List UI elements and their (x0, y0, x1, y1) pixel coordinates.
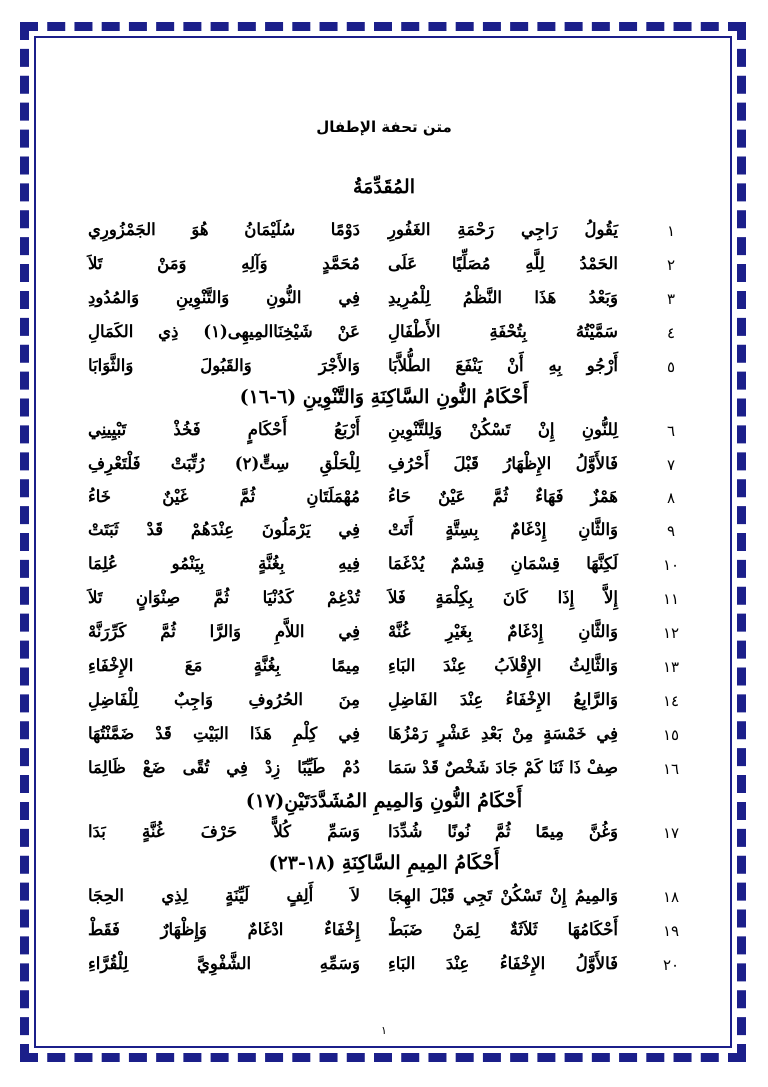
verse-number: ١٥ (662, 726, 680, 744)
verse-row (40, 884, 728, 916)
verse-number: ٩ (666, 522, 676, 540)
verse-row (40, 485, 728, 517)
verse-row (40, 688, 728, 720)
verse-first-hemistich: وَالثَّانِ إِدْغَامٌ بِسِتَّةٍ أَتَتْ (388, 520, 618, 539)
verse-row (40, 286, 728, 318)
verse-first-hemistich: فَالأَوَّلُ الإِخْفَاءُ عِنْدَ البَاءِ (388, 954, 618, 973)
verse-row (40, 654, 728, 686)
verse-number: ٧ (666, 456, 676, 474)
verse-second-hemistich: تُدْغِمْ كَدُنْيَا ثُمَّ صِنْوَانٍ تَلاَ (88, 588, 360, 607)
verse-second-hemistich: فِي يَرْمَلُونَ عِنْدَهُمْ قَدْ ثَبَتَتْ (88, 520, 360, 539)
verse-row (40, 552, 728, 584)
verse-second-hemistich: وَالأَجْرَ وَالقَبُولَ وَالثَّوَابَا (88, 356, 360, 375)
verse-number: ٢٠ (662, 956, 680, 974)
verse-row (40, 218, 728, 250)
verse-first-hemistich: وَبَعْدُ هَذَا النَّظْمُ لِلْمُرِيدِ (388, 288, 618, 307)
verse-second-hemistich: مُحَمَّدٍ وَآلِهِ وَمَنْ تَلاَ (88, 254, 360, 273)
verse-row (40, 722, 728, 754)
verse-row (40, 320, 728, 352)
verse-first-hemistich: وَالثَّالِثُ الإِقْلاَبُ عِنْدَ البَاءِ (388, 656, 618, 675)
verse-first-hemistich: وَالمِيمُ إِنْ تَسْكُنْ تَجِي قَبْلَ الهِجَا (388, 886, 618, 905)
section-heading-mushaddad: أَحْكَامُ النُّونِ وَالمِيمِ المُشَدَّدَتَيْنِ(١٧) (245, 790, 523, 812)
verse-first-hemistich: سَمَّيْتُهُ بِتُحْفَةِ الأَطْفَالِ (388, 322, 618, 341)
verse-row (40, 952, 728, 984)
verse-number: ٢ (666, 256, 676, 274)
verse-first-hemistich: فَالأَوَّلُ الإِظْهَارُ قَبْلَ أَحْرُفِ (388, 454, 618, 473)
verse-second-hemistich: فِي النُّونِ وَالتَّنْوِينِ وَالمُدُودِ (88, 288, 360, 307)
verse-first-hemistich: وَالرَّابِعُ الإِخْفَاءُ عِنْدَ الفَاضِلِ (388, 690, 618, 709)
verse-number: ٨ (666, 489, 676, 507)
verse-row (40, 820, 728, 852)
verse-first-hemistich: فِي خَمْسَةٍ مِنْ بَعْدِ عَشْرٍ رَمْزُهَا (388, 724, 618, 743)
verse-second-hemistich: مِيمًا بِغُنَّةٍ مَعَ الإِخْفَاءِ (88, 656, 360, 675)
verse-row (40, 918, 728, 950)
verse-number: ١٧ (662, 824, 680, 842)
verse-number: ١٢ (662, 624, 680, 642)
verse-second-hemistich: مِنَ الحُرُوفِ وَاجِبٌ لِلْفَاضِلِ (88, 690, 360, 709)
verse-row (40, 586, 728, 618)
verse-row (40, 354, 728, 386)
verse-number: ٤ (666, 324, 676, 342)
verse-second-hemistich: دُمْ طَيِّبًا زِدْ فِي تُقًى ضَعْ ظَالِمَا (88, 758, 360, 777)
verse-second-hemistich: لِلْحَلْقِ سِتٍّ(٢) رُتِّبَتْ فَلْتَعْرِفِ (88, 454, 360, 473)
verse-first-hemistich: صِفْ ذَا ثَنَا كَمْ جَادَ شَخْصٌ قَدْ سَمَا (388, 758, 618, 777)
document-page (40, 40, 728, 1044)
verse-row (40, 518, 728, 550)
document-title: متن تحفة الإطفال (316, 118, 452, 136)
section-heading-noon-sakinah: أَحْكَامُ النُّونِ السَّاكِنَةِ وَالتَّنْوِينِ (٦-١٦) (239, 386, 529, 408)
verse-number: ١٦ (662, 760, 680, 778)
verse-second-hemistich: وَسَمِّهِ الشَّفْوِيَّ لِلْقُرَّاءِ (88, 954, 360, 973)
verse-row (40, 620, 728, 652)
verse-first-hemistich: يَقُولُ رَاجِي رَحْمَةِ الغَفُورِ (388, 220, 618, 239)
verse-number: ١٩ (662, 922, 680, 940)
verse-row (40, 418, 728, 450)
verse-first-hemistich: لَكِنَّهَا قِسْمَانِ قِسْمٌ يُدْغَمَا (388, 554, 618, 573)
verse-second-hemistich: مُهْمَلَتَانِ ثُمَّ غَيْنٌ خَاءُ (88, 487, 360, 506)
verse-second-hemistich: فِي اللاَّمِ وَالرَّا ثُمَّ كَرِّرَنَّهْ (88, 622, 360, 641)
verse-number: ١ (666, 222, 676, 240)
verse-second-hemistich: فِيهِ بِغُنَّةٍ بِيَنْمُو عُلِمَا (88, 554, 360, 573)
verse-first-hemistich: وَغُنَّ مِيمًا ثُمَّ نُونًا شُدِّدَا (388, 822, 618, 841)
verse-number: ١١ (662, 590, 680, 608)
verse-number: ١٣ (662, 658, 680, 676)
verse-row (40, 756, 728, 788)
verse-number: ٥ (666, 358, 676, 376)
verse-second-hemistich: لاَ أَلِفٍ لَيِّنَةٍ لِذِي الحِجَا (88, 886, 360, 905)
verse-first-hemistich: وَالثَّانِ إِدْغَامٌ بِغَيْرِ غُنَّهْ (388, 622, 618, 641)
verse-second-hemistich: دَوْمًا سُلَيْمَانُ هُوَ الجَمْزُورِي (88, 220, 360, 239)
verse-first-hemistich: أَرْجُو بِهِ أَنْ يَنْفَعَ الطُّلاَّبَا (388, 356, 618, 375)
verse-number: ١٠ (662, 556, 680, 574)
verse-number: ١٤ (662, 692, 680, 710)
section-heading-introduction: المُقَدِّمَةُ (352, 176, 415, 198)
verse-number: ٦ (666, 422, 676, 440)
verse-first-hemistich: هَمْزٌ فَهَاءٌ ثُمَّ عَيْنٌ حَاءُ (388, 487, 618, 506)
verse-first-hemistich: أَحْكَامُهَا ثَلاَثَةٌ لِمَنْ ضَبَطْ (388, 920, 618, 939)
verse-second-hemistich: إِخْفَاءٌ ادْغَامٌ وَإِظْهَارٌ فَقَطْ (88, 920, 360, 939)
section-heading-meem-sakinah: أَحْكَامُ المِيمِ السَّاكِنَةِ (١٨-٢٣) (268, 852, 500, 874)
verse-row (40, 452, 728, 484)
verse-row (40, 252, 728, 284)
verse-second-hemistich: عَنْ شَيْخِنَاالمِيهِى(١) ذِي الكَمَالِ (88, 322, 360, 341)
verse-number: ١٨ (662, 888, 680, 906)
page-number: ١ (381, 1024, 387, 1037)
verse-second-hemistich: وَسَمِّ كُلاًّ حَرْفَ غُنَّةٍ بَدَا (88, 822, 360, 841)
verse-second-hemistich: أَرْبَعُ أَحْكَامٍ فَخُذْ تَبْيِينِي (88, 420, 360, 439)
verse-second-hemistich: فِي كِلْمِ هَذَا البَيْتِ قَدْ ضَمَّنْتُهَا (88, 724, 360, 743)
verse-first-hemistich: لِلنُّونِ إِنْ تَسْكُنْ وَلِلتَّنْوِينِ (388, 420, 618, 439)
verse-first-hemistich: الحَمْدُ لِلَّهِ مُصَلِّيًا عَلَى (388, 254, 618, 273)
verse-first-hemistich: إِلاَّ إِذَا كَانَ بِكِلْمَةٍ فَلاَ (388, 588, 618, 607)
verse-number: ٣ (666, 290, 676, 308)
